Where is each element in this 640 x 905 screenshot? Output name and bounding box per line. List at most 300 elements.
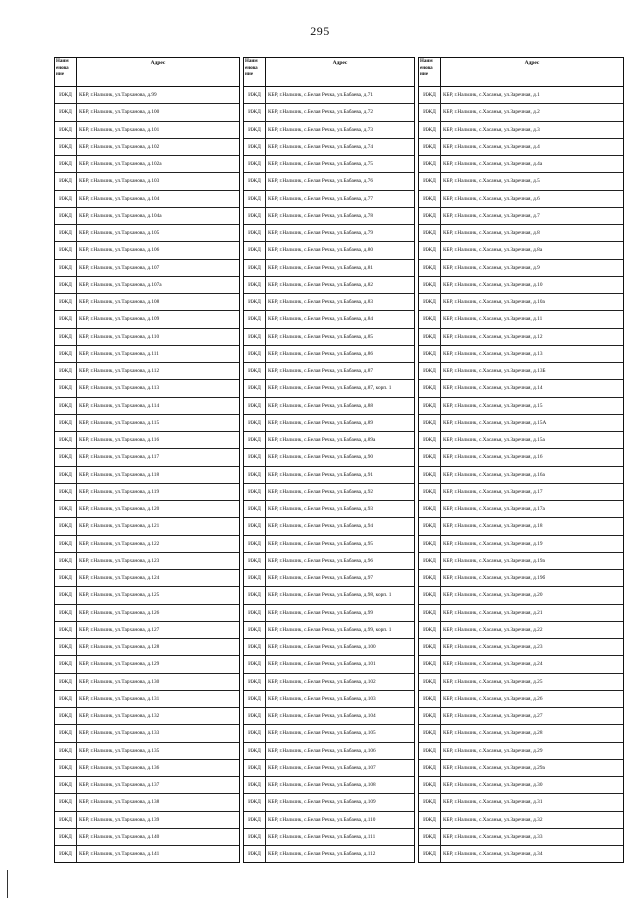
cell-address: КБР, г.Нальчик, с.Хасанья, ул.Заречная, д.33 — [443, 833, 543, 840]
table-row — [419, 484, 623, 501]
cell-type: ИЖД — [419, 398, 441, 414]
cell-address: КБР, г.Нальчик, с.Белая Речка, ул.Бабаева, д.80 — [268, 247, 373, 254]
cell-type: ИЖД — [55, 777, 77, 793]
cell-type: ИЖД — [419, 122, 441, 138]
cell-type: ИЖД — [244, 311, 266, 327]
cell-address: КБР, г.Нальчик, с.Белая Речка, ул.Бабаева, д.93 — [268, 506, 373, 513]
table-row — [55, 156, 239, 173]
table-row — [419, 449, 623, 466]
cell-address: КБР, г.Нальчик, ул.Тарханова, д.140 — [79, 833, 160, 840]
cell-address: КБР, г.Нальчик, с.Хасанья, ул.Заречная, д.8а — [443, 247, 543, 254]
cell-address: КБР, г.Нальчик, с.Хасанья, ул.Заречная, д.8 — [443, 230, 540, 237]
cell-address: КБР, г.Нальчик, ул.Тарханова, д.118 — [79, 471, 160, 478]
table-row — [55, 846, 239, 862]
cell-type: ИЖД — [244, 639, 266, 655]
cell-address: КБР, г.Нальчик, ул.Тарханова, д.103 — [79, 178, 160, 185]
cell-address: КБР, г.Нальчик, с.Белая Речка, ул.Бабаева, д.73 — [268, 126, 373, 133]
cell-address: КБР, г.Нальчик, ул.Тарханова, д.107 — [79, 264, 160, 271]
table-row — [419, 846, 623, 862]
cell-type: ИЖД — [419, 708, 441, 724]
table-row — [244, 777, 414, 794]
cell-address: КБР, г.Нальчик, с.Белая Речка, ул.Бабаева, д.86 — [268, 350, 373, 357]
cell-address: КБР, г.Нальчик, с.Хасанья, ул.Заречная, д.11 — [443, 316, 543, 323]
table-row — [244, 242, 414, 259]
table-row — [419, 639, 623, 656]
cell-type: ИЖД — [419, 346, 441, 362]
cell-type: ИЖД — [55, 605, 77, 621]
table-row — [244, 725, 414, 742]
margin-mark — [7, 870, 8, 898]
table-row — [244, 760, 414, 777]
table-header — [244, 58, 414, 87]
cell-type: ИЖД — [55, 225, 77, 241]
cell-type: ИЖД — [244, 725, 266, 741]
table-row — [244, 329, 414, 346]
table-row — [55, 311, 239, 328]
table-row — [244, 794, 414, 811]
cell-type: ИЖД — [419, 415, 441, 431]
cell-type: ИЖД — [419, 225, 441, 241]
cell-address: КБР, г.Нальчик, с.Белая Речка, ул.Бабаева, д.76 — [268, 178, 373, 185]
cell-type: ИЖД — [244, 277, 266, 293]
cell-type: ИЖД — [55, 743, 77, 759]
table-column-2 — [243, 57, 415, 863]
cell-type: ИЖД — [244, 656, 266, 672]
cell-address: КБР, г.Нальчик, с.Белая Речка, ул.Бабаева, д.105 — [268, 730, 376, 737]
cell-address: КБР, г.Нальчик, ул.Тарханова, д.128 — [79, 644, 160, 651]
table-row — [244, 846, 414, 862]
header-type: Наим енова ние — [55, 58, 77, 86]
table-row — [419, 260, 623, 277]
cell-address: КБР, г.Нальчик, ул.Тарханова, д.136 — [79, 764, 160, 771]
cell-type: ИЖД — [419, 329, 441, 345]
table-row — [419, 294, 623, 311]
cell-address: КБР, г.Нальчик, с.Белая Речка, ул.Бабаева, д.89а — [268, 437, 376, 444]
cell-address: КБР, г.Нальчик, ул.Тарханова, д.119 — [79, 488, 160, 495]
cell-type: ИЖД — [55, 346, 77, 362]
cell-type: ИЖД — [55, 725, 77, 741]
table-row — [244, 518, 414, 535]
cell-address: КБР, г.Нальчик, с.Белая Речка, ул.Бабаева, д.87 — [268, 368, 373, 375]
header-type: Наим енова ние — [419, 58, 441, 86]
table-row — [244, 398, 414, 415]
table-row — [244, 173, 414, 190]
cell-type: ИЖД — [419, 743, 441, 759]
table-row — [55, 725, 239, 742]
cell-type: ИЖД — [55, 812, 77, 828]
cell-type: ИЖД — [244, 829, 266, 845]
cell-address: КБР, г.Нальчик, с.Белая Речка, ул.Бабаева, д.75 — [268, 161, 373, 168]
cell-type: ИЖД — [419, 674, 441, 690]
cell-address: КБР, г.Нальчик, ул.Тарханова, д.105 — [79, 230, 160, 237]
table-row — [55, 415, 239, 432]
cell-address: КБР, г.Нальчик, ул.Тарханова, д.101 — [79, 126, 160, 133]
table-row — [55, 467, 239, 484]
table-row — [55, 777, 239, 794]
cell-address: КБР, г.Нальчик, с.Хасанья, ул.Заречная, д.10 — [443, 281, 543, 288]
table-row — [419, 104, 623, 121]
cell-address: КБР, г.Нальчик, с.Белая Речка, ул.Бабаева, д.94 — [268, 523, 373, 530]
table-row — [244, 277, 414, 294]
table-row — [55, 363, 239, 380]
cell-address: КБР, г.Нальчик, с.Белая Речка, ул.Бабаева, д.107 — [268, 764, 376, 771]
table-row — [55, 260, 239, 277]
cell-type: ИЖД — [419, 432, 441, 448]
cell-type: ИЖД — [244, 605, 266, 621]
cell-type: ИЖД — [55, 380, 77, 396]
cell-address: КБР, г.Нальчик, с.Белая Речка, ул.Бабаева, д.90 — [268, 454, 373, 461]
table-row — [244, 674, 414, 691]
table-row — [244, 656, 414, 673]
table-row — [244, 829, 414, 846]
table-header — [419, 58, 623, 87]
cell-address: КБР, г.Нальчик, с.Белая Речка, ул.Бабаева, д.96 — [268, 557, 373, 564]
table-row — [244, 87, 414, 104]
table-row — [55, 242, 239, 259]
cell-type: ИЖД — [244, 570, 266, 586]
cell-type: ИЖД — [55, 87, 77, 103]
cell-type: ИЖД — [55, 173, 77, 189]
cell-address: КБР, г.Нальчик, с.Белая Речка, ул.Бабаева, д.112 — [268, 851, 376, 858]
table-row — [244, 536, 414, 553]
cell-type: ИЖД — [55, 536, 77, 552]
cell-address: КБР, г.Нальчик, ул.Тарханова, д.124 — [79, 575, 160, 582]
table-row — [419, 380, 623, 397]
table-row — [419, 122, 623, 139]
cell-type: ИЖД — [244, 415, 266, 431]
cell-type: ИЖД — [55, 139, 77, 155]
cell-type: ИЖД — [419, 570, 441, 586]
cell-type: ИЖД — [419, 87, 441, 103]
cell-address: КБР, г.Нальчик, с.Белая Речка, ул.Бабаева, д.78 — [268, 212, 373, 219]
cell-type: ИЖД — [244, 467, 266, 483]
table-row — [55, 587, 239, 604]
table-row — [419, 277, 623, 294]
cell-address: КБР, г.Нальчик, ул.Тарханова, д.126 — [79, 609, 160, 616]
table-row — [244, 225, 414, 242]
cell-type: ИЖД — [244, 329, 266, 345]
cell-type: ИЖД — [419, 484, 441, 500]
table-row — [55, 294, 239, 311]
table-row — [419, 518, 623, 535]
cell-type: ИЖД — [419, 104, 441, 120]
address-table — [54, 57, 627, 863]
cell-address: КБР, г.Нальчик, ул.Тарханова, д.110 — [79, 333, 160, 340]
table-row — [244, 622, 414, 639]
cell-type: ИЖД — [55, 191, 77, 207]
cell-address: КБР, г.Нальчик, с.Хасанья, ул.Заречная, д.6 — [443, 195, 540, 202]
cell-address: КБР, г.Нальчик, ул.Тарханова, д.129 — [79, 661, 160, 668]
cell-address: КБР, г.Нальчик, с.Хасанья, ул.Заречная, д.20 — [443, 592, 543, 599]
cell-type: ИЖД — [55, 311, 77, 327]
cell-type: ИЖД — [55, 708, 77, 724]
table-row — [55, 484, 239, 501]
table-row — [55, 380, 239, 397]
cell-address: КБР, г.Нальчик, с.Хасанья, ул.Заречная, д.13 — [443, 350, 543, 357]
table-row — [244, 639, 414, 656]
cell-address: КБР, г.Нальчик, ул.Тарханова, д.133 — [79, 730, 160, 737]
cell-type: ИЖД — [244, 432, 266, 448]
table-row — [244, 812, 414, 829]
cell-address: КБР, г.Нальчик, с.Белая Речка, ул.Бабаева, д.99, корп. 1 — [268, 626, 392, 633]
cell-type: ИЖД — [244, 449, 266, 465]
cell-address: КБР, г.Нальчик, ул.Тарханова, д.131 — [79, 695, 160, 702]
cell-address: КБР, г.Нальчик, ул.Тарханова, д.114 — [79, 402, 160, 409]
table-row — [244, 122, 414, 139]
cell-address: КБР, г.Нальчик, с.Хасанья, ул.Заречная, д.29а — [443, 764, 545, 771]
cell-type: ИЖД — [419, 311, 441, 327]
table-row — [55, 691, 239, 708]
table-row — [419, 173, 623, 190]
cell-address: КБР, г.Нальчик, с.Хасанья, ул.Заречная, д.9 — [443, 264, 540, 271]
cell-type: ИЖД — [55, 794, 77, 810]
cell-address: КБР, г.Нальчик, ул.Тарханова, д.108 — [79, 299, 160, 306]
cell-address: КБР, г.Нальчик, с.Хасанья, ул.Заречная, д.29 — [443, 747, 543, 754]
table-row — [55, 191, 239, 208]
cell-address: КБР, г.Нальчик, с.Белая Речка, ул.Бабаева, д.91 — [268, 471, 373, 478]
cell-address: КБР, г.Нальчик, с.Хасанья, ул.Заречная, д.26 — [443, 695, 543, 702]
cell-address: КБР, г.Нальчик, с.Белая Речка, ул.Бабаева, д.87, корп. 1 — [268, 385, 392, 392]
cell-type: ИЖД — [244, 708, 266, 724]
table-row — [419, 398, 623, 415]
cell-type: ИЖД — [55, 156, 77, 172]
cell-type: ИЖД — [244, 743, 266, 759]
table-row — [419, 812, 623, 829]
table-row — [419, 587, 623, 604]
cell-type: ИЖД — [419, 449, 441, 465]
cell-address: КБР, г.Нальчик, с.Хасанья, ул.Заречная, д.5 — [443, 178, 540, 185]
cell-address: КБР, г.Нальчик, ул.Тарханова, д.115 — [79, 419, 160, 426]
cell-address: КБР, г.Нальчик, ул.Тарханова, д.112 — [79, 368, 160, 375]
cell-address: КБР, г.Нальчик, ул.Тарханова, д.113 — [79, 385, 160, 392]
cell-type: ИЖД — [419, 691, 441, 707]
cell-type: ИЖД — [55, 501, 77, 517]
cell-type: ИЖД — [419, 553, 441, 569]
table-row — [55, 708, 239, 725]
cell-type: ИЖД — [419, 605, 441, 621]
cell-address: КБР, г.Нальчик, с.Хасанья, ул.Заречная, д.16а — [443, 471, 545, 478]
cell-type: ИЖД — [419, 622, 441, 638]
table-row — [55, 432, 239, 449]
cell-type: ИЖД — [244, 536, 266, 552]
cell-type: ИЖД — [55, 260, 77, 276]
cell-address: КБР, г.Нальчик, с.Белая Речка, ул.Бабаева, д.102 — [268, 678, 376, 685]
table-row — [419, 708, 623, 725]
table-row — [55, 570, 239, 587]
table-row — [55, 674, 239, 691]
cell-address: КБР, г.Нальчик, ул.Тарханова, д.102 — [79, 143, 160, 150]
cell-type: ИЖД — [419, 173, 441, 189]
table-row — [55, 139, 239, 156]
cell-type: ИЖД — [244, 156, 266, 172]
table-row — [244, 743, 414, 760]
cell-type: ИЖД — [244, 208, 266, 224]
cell-type: ИЖД — [55, 656, 77, 672]
table-row — [55, 346, 239, 363]
table-row — [244, 363, 414, 380]
cell-type: ИЖД — [244, 553, 266, 569]
table-row — [244, 553, 414, 570]
cell-type: ИЖД — [244, 398, 266, 414]
table-row — [55, 743, 239, 760]
table-row — [419, 743, 623, 760]
table-row — [55, 536, 239, 553]
cell-address: КБР, г.Нальчик, с.Хасанья, ул.Заречная, д.15 — [443, 402, 543, 409]
table-column-3 — [418, 57, 624, 863]
cell-address: КБР, г.Нальчик, с.Белая Речка, ул.Бабаева, д.108 — [268, 782, 376, 789]
cell-address: КБР, г.Нальчик, с.Хасанья, ул.Заречная, д.16 — [443, 454, 543, 461]
cell-type: ИЖД — [55, 294, 77, 310]
cell-type: ИЖД — [55, 691, 77, 707]
cell-address: КБР, г.Нальчик, с.Хасанья, ул.Заречная, д.23 — [443, 644, 543, 651]
table-row — [244, 432, 414, 449]
cell-type: ИЖД — [55, 104, 77, 120]
cell-address: КБР, г.Нальчик, ул.Тарханова, д.116 — [79, 437, 160, 444]
cell-type: ИЖД — [419, 380, 441, 396]
cell-type: ИЖД — [244, 139, 266, 155]
cell-type: ИЖД — [419, 242, 441, 258]
cell-type: ИЖД — [419, 191, 441, 207]
cell-address: КБР, г.Нальчик, с.Хасанья, ул.Заречная, д.1 — [443, 92, 540, 99]
cell-address: КБР, г.Нальчик, с.Белая Речка, ул.Бабаева, д.109 — [268, 799, 376, 806]
cell-address: КБР, г.Нальчик, ул.Тарханова, д.104 — [79, 195, 160, 202]
table-row — [419, 87, 623, 104]
cell-type: ИЖД — [244, 122, 266, 138]
table-row — [419, 674, 623, 691]
cell-address: КБР, г.Нальчик, с.Хасанья, ул.Заречная, д.12 — [443, 333, 543, 340]
table-row — [419, 622, 623, 639]
cell-address: КБР, г.Нальчик, с.Хасанья, ул.Заречная, д.17а — [443, 506, 545, 513]
table-row — [419, 208, 623, 225]
table-row — [244, 294, 414, 311]
table-row — [55, 656, 239, 673]
cell-type: ИЖД — [244, 812, 266, 828]
cell-address: КБР, г.Нальчик, с.Белая Речка, ул.Бабаева, д.72 — [268, 109, 373, 116]
cell-address: КБР, г.Нальчик, ул.Тарханова, д.127 — [79, 626, 160, 633]
cell-type: ИЖД — [244, 501, 266, 517]
table-row — [419, 346, 623, 363]
table-row — [55, 173, 239, 190]
cell-type: ИЖД — [55, 363, 77, 379]
cell-type: ИЖД — [244, 87, 266, 103]
header-address: Адрес — [150, 60, 166, 66]
table-row — [419, 156, 623, 173]
cell-address: КБР, г.Нальчик, с.Белая Речка, ул.Бабаева, д.99 — [268, 609, 373, 616]
cell-address: КБР, г.Нальчик, с.Хасанья, ул.Заречная, д.17 — [443, 488, 543, 495]
table-row — [419, 467, 623, 484]
table-row — [55, 277, 239, 294]
cell-address: КБР, г.Нальчик, ул.Тарханова, д.100 — [79, 109, 160, 116]
cell-type: ИЖД — [55, 622, 77, 638]
cell-type: ИЖД — [55, 570, 77, 586]
cell-address: КБР, г.Нальчик, ул.Тарханова, д.132 — [79, 713, 160, 720]
cell-address: КБР, г.Нальчик, с.Белая Речка, ул.Бабаева, д.111 — [268, 833, 376, 840]
cell-type: ИЖД — [419, 812, 441, 828]
cell-type: ИЖД — [244, 674, 266, 690]
cell-type: ИЖД — [244, 363, 266, 379]
header-address: Адрес — [332, 60, 348, 66]
cell-address: КБР, г.Нальчик, с.Белая Речка, ул.Бабаева, д.77 — [268, 195, 373, 202]
table-row — [244, 104, 414, 121]
cell-address: КБР, г.Нальчик, с.Хасанья, ул.Заречная, д.7 — [443, 212, 540, 219]
cell-type: ИЖД — [55, 277, 77, 293]
header-type: Наим енова ние — [244, 58, 266, 86]
cell-type: ИЖД — [419, 518, 441, 534]
cell-address: КБР, г.Нальчик, ул.Тарханова, д.111 — [79, 350, 159, 357]
cell-address: КБР, г.Нальчик, ул.Тарханова, д.138 — [79, 799, 160, 806]
table-row — [419, 139, 623, 156]
table-row — [55, 329, 239, 346]
table-row — [419, 553, 623, 570]
page-number: 295 — [310, 24, 330, 38]
cell-type: ИЖД — [244, 294, 266, 310]
table-row — [419, 656, 623, 673]
table-row — [244, 467, 414, 484]
table-row — [55, 812, 239, 829]
cell-type: ИЖД — [419, 363, 441, 379]
table-row — [244, 605, 414, 622]
cell-address: КБР, г.Нальчик, с.Хасанья, ул.Заречная, д.10а — [443, 299, 545, 306]
cell-type: ИЖД — [55, 449, 77, 465]
cell-address: КБР, г.Нальчик, ул.Тарханова, д.123 — [79, 557, 160, 564]
cell-type: ИЖД — [419, 760, 441, 776]
cell-address: КБР, г.Нальчик, с.Хасанья, ул.Заречная, д.34 — [443, 851, 543, 858]
table-row — [419, 605, 623, 622]
table-row — [419, 311, 623, 328]
table-row — [419, 777, 623, 794]
cell-type: ИЖД — [244, 242, 266, 258]
table-row — [244, 484, 414, 501]
cell-address: КБР, г.Нальчик, ул.Тарханова, д.107а — [79, 281, 162, 288]
cell-address: КБР, г.Нальчик, с.Хасанья, ул.Заречная, д.15А — [443, 419, 547, 426]
cell-address: КБР, г.Нальчик, ул.Тарханова, д.139 — [79, 816, 160, 823]
cell-address: КБР, г.Нальчик, с.Белая Речка, ул.Бабаева, д.103 — [268, 695, 376, 702]
cell-address: КБР, г.Нальчик, ул.Тарханова, д.141 — [79, 851, 160, 858]
cell-type: ИЖД — [419, 294, 441, 310]
cell-address: КБР, г.Нальчик, с.Белая Речка, ул.Бабаева, д.74 — [268, 143, 373, 150]
table-row — [244, 311, 414, 328]
table-row — [55, 639, 239, 656]
cell-type: ИЖД — [55, 829, 77, 845]
cell-address: КБР, г.Нальчик, с.Белая Речка, ул.Бабаева, д.92 — [268, 488, 373, 495]
table-row — [55, 449, 239, 466]
table-row — [419, 225, 623, 242]
cell-type: ИЖД — [419, 467, 441, 483]
table-row — [55, 87, 239, 104]
cell-type: ИЖД — [55, 674, 77, 690]
table-row — [244, 346, 414, 363]
cell-type: ИЖД — [419, 656, 441, 672]
cell-type: ИЖД — [244, 225, 266, 241]
table-column-1 — [54, 57, 240, 863]
cell-address: КБР, г.Нальчик, с.Белая Речка, ул.Бабаева, д.89 — [268, 419, 373, 426]
table-row — [55, 760, 239, 777]
cell-type: ИЖД — [55, 415, 77, 431]
cell-type: ИЖД — [244, 587, 266, 603]
header-address: Адрес — [524, 60, 540, 66]
table-row — [419, 725, 623, 742]
table-row — [244, 691, 414, 708]
cell-address: КБР, г.Нальчик, ул.Тарханова, д.137 — [79, 782, 160, 789]
cell-address: КБР, г.Нальчик, с.Хасанья, ул.Заречная, д.4 — [443, 143, 540, 150]
table-row — [419, 415, 623, 432]
cell-address: КБР, г.Нальчик, с.Хасанья, ул.Заречная, д.31 — [443, 799, 543, 806]
table-row — [244, 587, 414, 604]
table-row — [244, 570, 414, 587]
table-row — [55, 518, 239, 535]
table-row — [55, 122, 239, 139]
cell-address: КБР, г.Нальчик, с.Хасанья, ул.Заречная, д.19 — [443, 540, 543, 547]
